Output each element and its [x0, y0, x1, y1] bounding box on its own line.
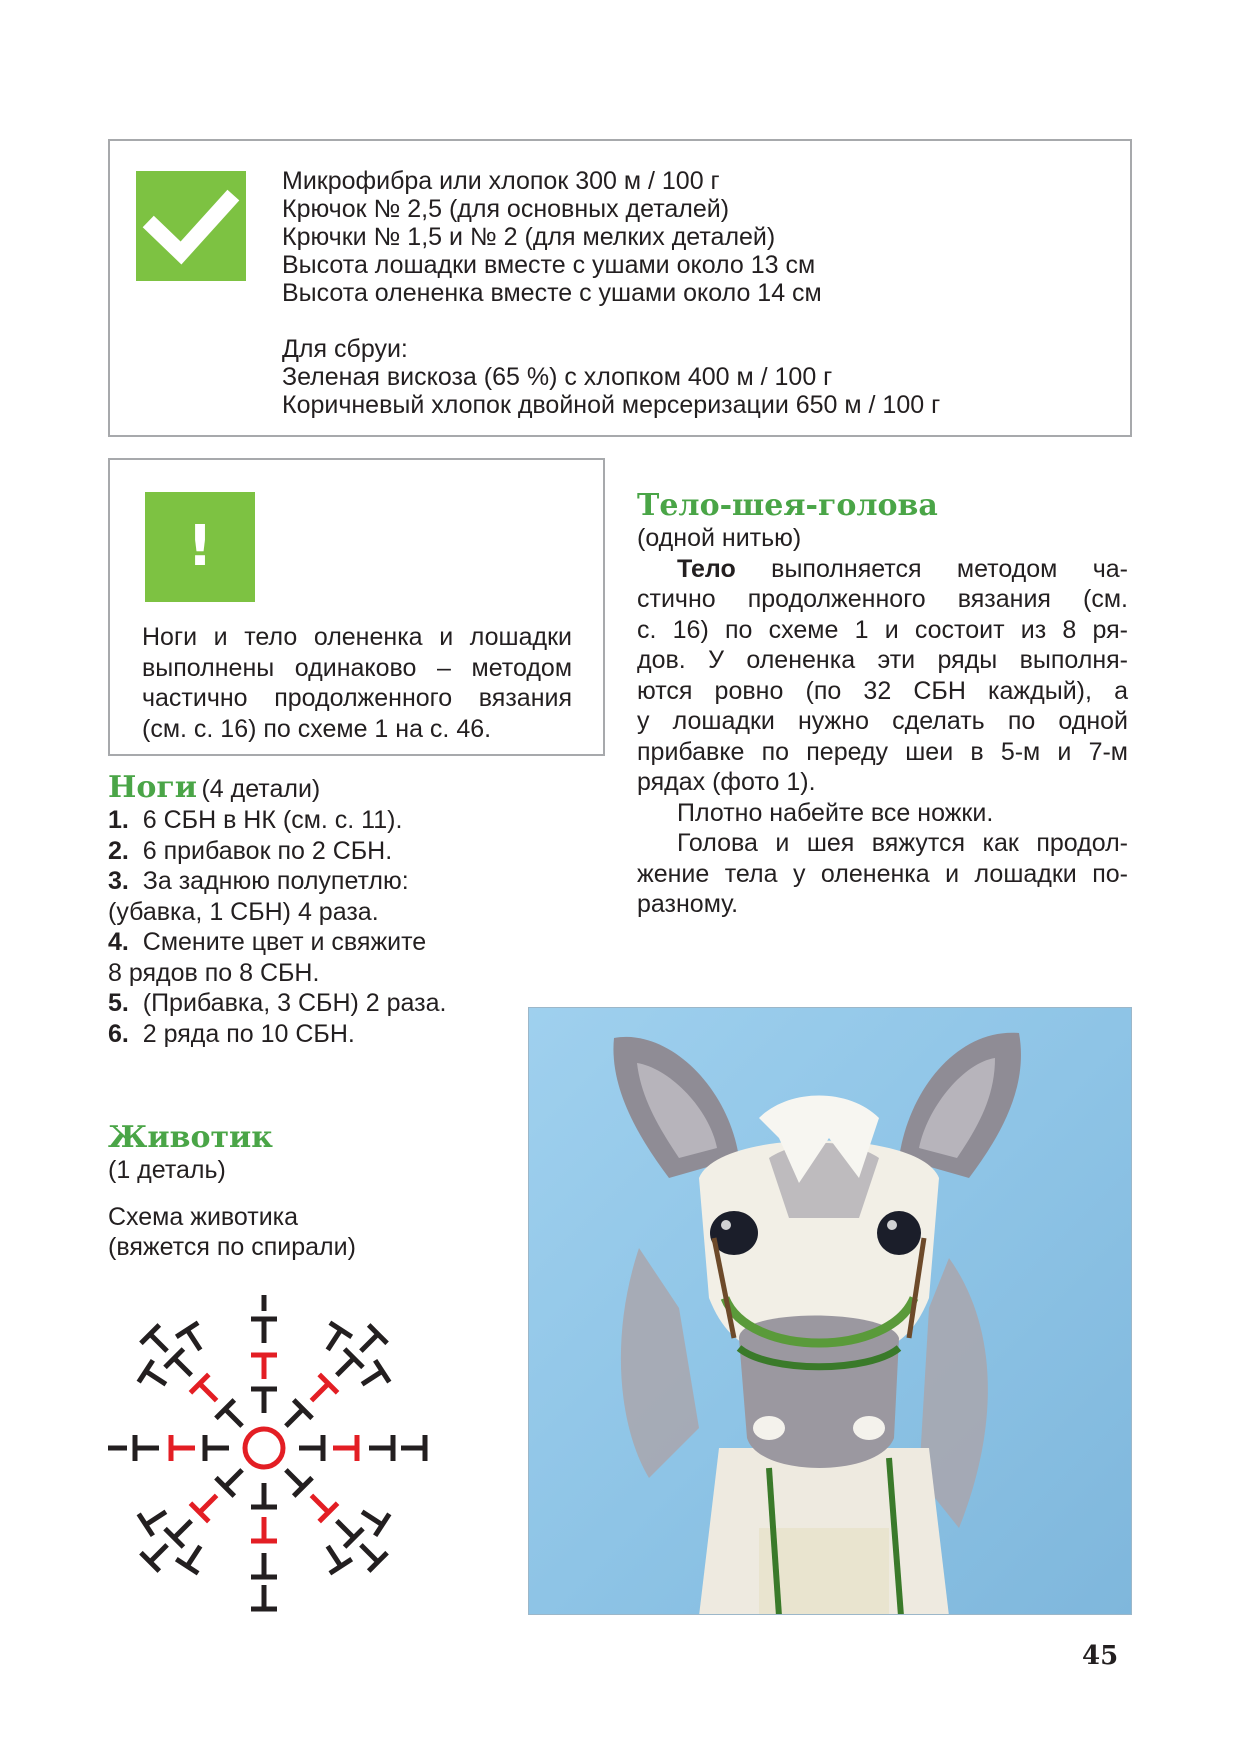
- stitch-symbol: [205, 1435, 229, 1461]
- belly-caption: (вяжется по спирали): [108, 1233, 356, 1261]
- exclamation-icon: [145, 492, 255, 602]
- stitch-symbol: [251, 1585, 277, 1609]
- stitch-symbol: [251, 1553, 277, 1577]
- legs-title: Ноги: [108, 770, 197, 805]
- stitch-symbol: [135, 1435, 159, 1461]
- stitch-symbol: [251, 1389, 277, 1413]
- note-line: выполнены одинаково – методом: [142, 653, 572, 682]
- belly-section: [108, 1120, 528, 1263]
- step-item: 2. 6 прибавок по 2 СБН.: [108, 836, 393, 865]
- stitch-symbol: [369, 1435, 393, 1461]
- step-item: 8 рядов по 8 СБН.: [108, 958, 320, 987]
- stitch-symbol: [251, 1319, 277, 1343]
- harness-heading: Для сбруи:: [282, 335, 408, 363]
- body-para-line: с. 16) по схеме 1 и состоит из 8 ря-: [637, 615, 1128, 644]
- page-number: 45: [1082, 1641, 1119, 1671]
- step-item: 6. 2 ряда по 10 СБН.: [108, 1019, 355, 1048]
- stitch-symbol: [302, 1486, 337, 1521]
- magic-ring-symbol: [245, 1429, 283, 1467]
- harness-line: Коричневый хлопок двойной мерсеризации 650 м / 100 г: [282, 391, 941, 419]
- stitch-symbol: [251, 1355, 277, 1379]
- stitch-symbol: [352, 1325, 387, 1360]
- materials-line: Крючки № 1,5 и № 2 (для мелких деталей): [282, 223, 776, 251]
- body-subtitle: (одной нитью): [637, 524, 802, 552]
- legs-subtitle: (4 детали): [201, 775, 321, 803]
- materials-line: Высота лошадки вместе с ушами около 13 см: [282, 251, 816, 279]
- stitch-symbol: [302, 1374, 337, 1409]
- belly-crochet-diagram: [108, 1295, 428, 1615]
- stitch-symbol: [352, 1536, 387, 1571]
- stitch-symbol: [251, 1483, 277, 1507]
- stitch-symbol: [108, 1435, 127, 1461]
- stitch-symbol: [165, 1349, 200, 1384]
- body-para-line: Голова и шея вяжутся как продол-: [677, 829, 1128, 857]
- note-line: частично продолженного вязания: [142, 684, 572, 712]
- note-box: [108, 458, 605, 756]
- stitch-symbol: [141, 1536, 176, 1571]
- stitch-symbol: [251, 1295, 277, 1311]
- body-para-line: Тело выполняется методом ча-: [677, 554, 1128, 583]
- belly-title: Животик: [108, 1120, 273, 1155]
- stitch-symbol: [333, 1435, 357, 1461]
- body-para-line: Плотно набейте все ножки.: [677, 798, 994, 827]
- materials-line: Микрофибра или хлопок 300 м / 100 г: [282, 167, 720, 195]
- stitch-symbol: [141, 1325, 176, 1360]
- body-para-line: у лошадки нужно сделать по одной: [637, 707, 1128, 735]
- body-title: Тело-шея-голова: [637, 488, 938, 523]
- stitch-symbol: [216, 1461, 251, 1496]
- step-item: 4. Смените цвет и свяжите: [108, 928, 427, 956]
- body-para-line: стично продолженного вязания (см.: [637, 585, 1128, 613]
- stitch-symbol: [277, 1400, 312, 1435]
- stitch-symbol: [216, 1400, 251, 1435]
- materials-list: [282, 167, 940, 419]
- step-item: 5. (Прибавка, 3 СБН) 2 раза.: [108, 989, 447, 1017]
- legs-section: [108, 770, 568, 1049]
- body-para-line: ются ровно (по 32 СБН каждый), а: [637, 676, 1128, 705]
- stitch-symbol: [277, 1461, 312, 1496]
- materials-box: [108, 139, 1132, 437]
- stitch-symbol: [299, 1435, 323, 1461]
- step-item: 1. 6 СБН в НК (см. с. 11).: [108, 806, 403, 834]
- horse-illustration: [529, 1008, 1132, 1615]
- note-text: [142, 622, 572, 744]
- harness-line: Зеленая вискоза (65 %) с хлопком 400 м / 100 г: [282, 363, 833, 391]
- belly-caption: Схема животика: [108, 1202, 299, 1231]
- body-para-line: жение тела у олененка и лошадки по-: [637, 859, 1128, 888]
- stitch-symbol: [328, 1512, 363, 1547]
- stitch-symbol: [171, 1435, 195, 1461]
- stitch-symbol: [190, 1486, 225, 1521]
- exclamation-glyph: !: [187, 514, 213, 579]
- materials-line: Крючок № 2,5 (для основных деталей): [282, 195, 730, 223]
- body-para-line: прибавке по переду шеи в 5-м и 7-м: [637, 737, 1128, 766]
- body-para-line: дов. У олененка эти ряды выполня-: [637, 646, 1128, 674]
- belly-subtitle: (1 деталь): [108, 1156, 226, 1184]
- materials-line: Высота олененка вместе с ушами около 14 см: [282, 279, 822, 307]
- body-para-line: разному.: [637, 890, 739, 918]
- checkmark-icon: [136, 171, 246, 281]
- horse-photo: [528, 1007, 1132, 1615]
- note-line: Ноги и тело олененка и лошадки: [142, 623, 572, 651]
- stitch-symbols: [108, 1295, 425, 1609]
- stitch-symbol: [165, 1512, 200, 1547]
- body-section: [637, 488, 1128, 920]
- stitch-symbol: [251, 1517, 277, 1541]
- body-para-line: рядах (фото 1).: [637, 768, 816, 796]
- note-line: (см. с. 16) по схеме 1 на с. 46.: [142, 714, 492, 743]
- stitch-symbol: [190, 1374, 225, 1409]
- step-item: (убавка, 1 СБН) 4 раза.: [108, 897, 379, 926]
- step-item: 3. За заднюю полупетлю:: [108, 867, 409, 895]
- stitch-symbol: [328, 1349, 363, 1384]
- stitch-symbol: [401, 1435, 425, 1461]
- legs-steps: [108, 805, 568, 1049]
